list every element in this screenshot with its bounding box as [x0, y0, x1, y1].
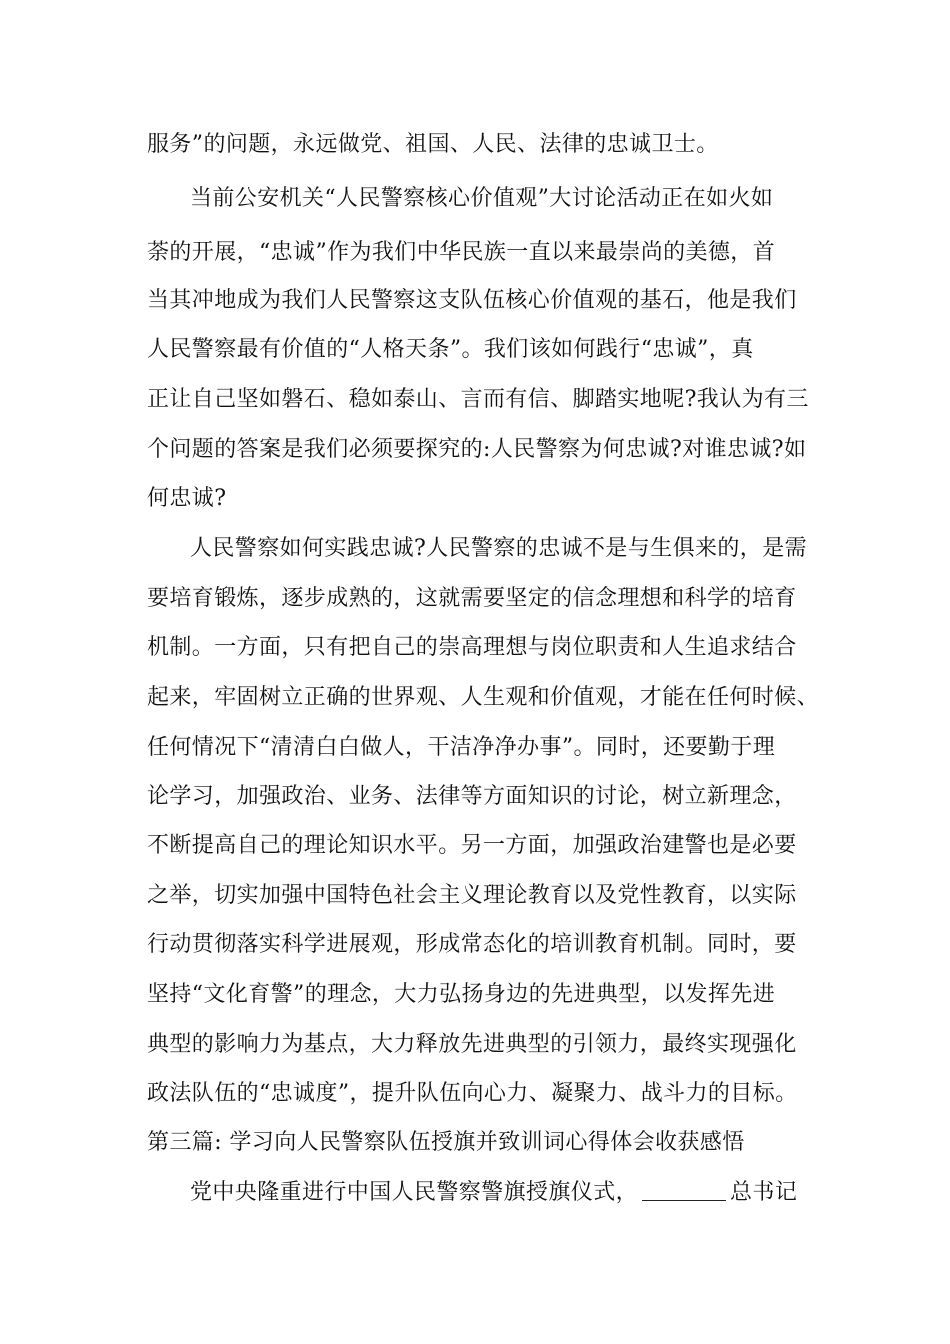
- text-line: 正让自己坚如磐石、稳如泰山、言而有信、脚踏实地呢?我认为有三: [147, 387, 809, 412]
- text-line: 政法队伍的“忠诚度”，提升队伍向心力、凝聚力、战斗力的目标。: [147, 1081, 798, 1106]
- text-line: 之举，切实加强中国特色社会主义理论教育以及党性教育，以实际: [147, 883, 797, 908]
- text-line: 机制。一方面，只有把自己的崇高理想与岗位职责和人生追求结合: [147, 635, 797, 660]
- text-line: 何忠诚?: [147, 486, 227, 511]
- text-line: 起来，牢固树立正确的世界观、人生观和价值观，才能在任何时候、: [147, 685, 820, 710]
- text-line: 要培育锻炼，逐步成熟的，这就需要坚定的信念理想和科学的培育: [147, 586, 797, 611]
- section-heading: 第三篇: 学习向人民警察队伍授旗并致训词心得体会收获感悟: [147, 1130, 745, 1155]
- text-segment: 总书记: [730, 1180, 798, 1205]
- text-line: 典型的影响力为基点，大力释放先进典型的引领力，最终实现强化: [147, 1032, 797, 1057]
- text-line: 荼的开展，“忠诚”作为我们中华民族一直以来最崇尚的美德，首: [147, 240, 776, 265]
- text-line: 当其冲地成为我们人民警察这支队伍核心价值观的基石，他是我们: [147, 288, 797, 313]
- text-line: 不断提高自己的理论知识水平。另一方面，加强政治建警也是必要: [147, 833, 797, 858]
- paragraph-start-line: 人民警察如何实践忠诚?人民警察的忠诚不是与生俱来的，是需: [190, 536, 807, 561]
- text-line: 人民警察最有价值的“人格天条”。我们该如何践行“忠诚”，真: [147, 337, 754, 362]
- paragraph-start-line: 当前公安机关“人民警察核心价值观”大讨论活动正在如火如: [190, 186, 774, 211]
- text-line: 服务”的问题，永远做党、祖国、人民、法律的忠诚卫士。: [147, 132, 719, 157]
- fill-in-blank: [642, 1180, 726, 1201]
- text-line: 论学习，加强政治、业务、法律等方面知识的讨论，树立新理念，: [147, 784, 797, 809]
- text-line: 行动贯彻落实科学进展观，形成常态化的培训教育机制。同时，要: [147, 932, 797, 957]
- text-segment: 党中央隆重进行中国人民警察警旗授旗仪式，: [190, 1180, 639, 1205]
- text-line: 个问题的答案是我们必须要探究的:人民警察为何忠诚?对谁忠诚?如: [147, 437, 807, 462]
- text-line: 坚持“文化育警”的理念，大力弘扬身边的先进典型，以发挥先进: [147, 982, 776, 1007]
- paragraph-start-line: [190, 1168, 890, 1218]
- text-line: 任何情况下“清清白白做人，干洁净净办事”。同时，还要勤于理: [147, 735, 776, 760]
